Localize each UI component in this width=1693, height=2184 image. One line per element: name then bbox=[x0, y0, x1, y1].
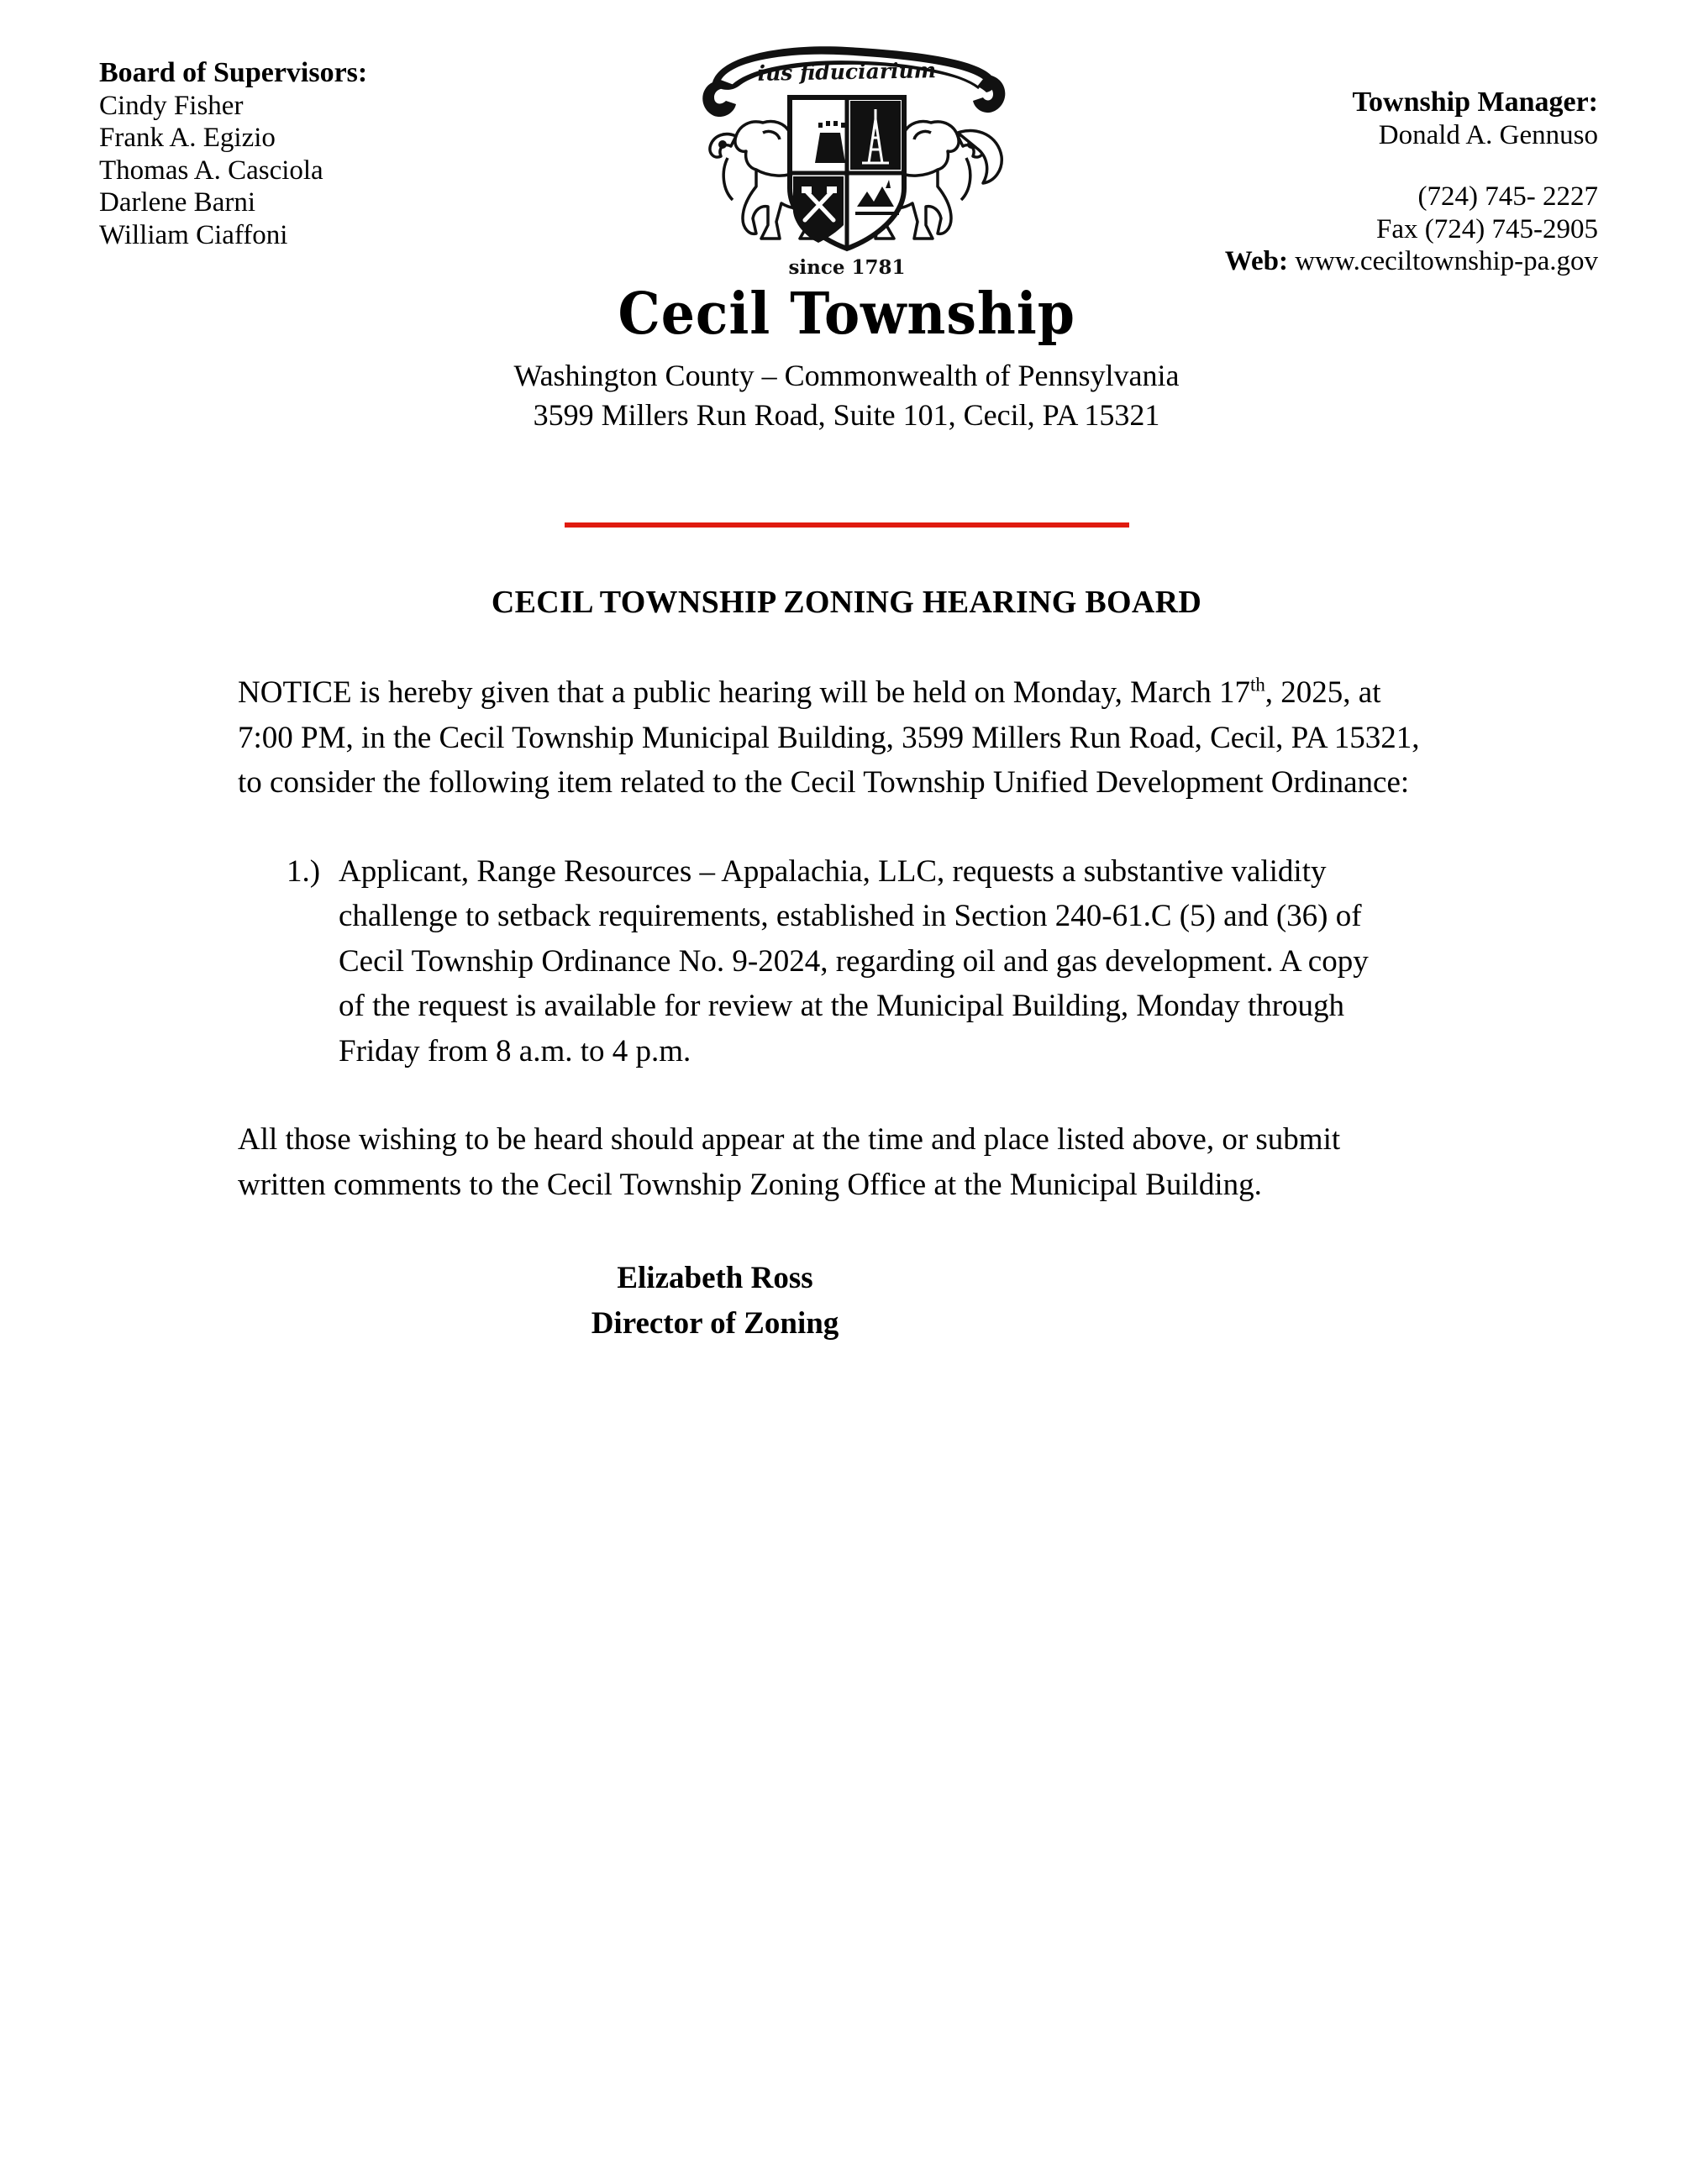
signer-title: Director of Zoning bbox=[591, 1305, 839, 1341]
contact-block bbox=[1225, 181, 1598, 278]
county-line: Washington County – Commonwealth of Pennsylvania bbox=[513, 359, 1180, 392]
red-divider-line bbox=[565, 522, 1129, 528]
phone-number: (724) 745- 2227 bbox=[1417, 181, 1598, 212]
notice-text-part1: NOTICE is hereby given that a public hearing will be held on Monday, March 17 bbox=[238, 675, 1250, 710]
list-item bbox=[287, 849, 1379, 1074]
township-name bbox=[0, 281, 1693, 347]
township-address-block bbox=[0, 356, 1693, 435]
supervisor-name: Darlene Barni bbox=[99, 187, 255, 218]
notice-text-part2: , 2025, at 7:00 PM, in the Cecil Township Municipal Building, 3599 Millers Run Road, Cecil, PA 15321, to consider the following item related to the Cecil Township Unified Development Ordinance: bbox=[238, 675, 1420, 800]
fax-number: Fax (724) 745-2905 bbox=[1376, 213, 1598, 244]
cecil-township-coat-of-arms-icon bbox=[662, 39, 1032, 282]
website-line bbox=[1225, 245, 1598, 278]
supervisor-name: Cindy Fisher bbox=[99, 90, 244, 121]
board-of-supervisors-block bbox=[99, 57, 367, 251]
township-manager-name: Donald A. Gennuso bbox=[1378, 119, 1598, 150]
website-label: Web: bbox=[1224, 246, 1288, 276]
divider bbox=[0, 522, 1693, 529]
notice-paragraph bbox=[238, 670, 1435, 806]
supervisor-name: Thomas A. Casciola bbox=[99, 155, 323, 186]
page-title: CECIL TOWNSHIP ZONING HEARING BOARD bbox=[491, 585, 1202, 620]
website-url: www.ceciltownship-pa.gov bbox=[1295, 246, 1598, 276]
township-manager-heading: Township Manager: bbox=[1352, 87, 1598, 118]
signature-block bbox=[261, 1256, 1169, 1346]
document-body bbox=[238, 670, 1435, 1346]
letterhead bbox=[0, 0, 1693, 454]
date-ordinal-suffix: th bbox=[1249, 674, 1265, 696]
svg-text:ius fiduciarium: ius fiduciarium bbox=[756, 58, 936, 86]
supervisor-name: Frank A. Egizio bbox=[99, 123, 276, 153]
closing-paragraph: All those wishing to be heard should appear at the time and place listed above, or submit written comments to the Cecil Township Zoning Office at the Municipal Building. bbox=[238, 1122, 1341, 1202]
township-manager-block bbox=[1352, 87, 1598, 151]
board-of-supervisors-heading: Board of Supervisors: bbox=[99, 57, 368, 88]
signer-name: Elizabeth Ross bbox=[617, 1261, 813, 1295]
svg-text:since 1781: since 1781 bbox=[787, 256, 906, 279]
supervisor-name: William Ciaffoni bbox=[99, 219, 288, 250]
list-item-text: Applicant, Range Resources – Appalachia, LLC, requests a substantive validity challenge to setback requirements, established in Section 240-61.C (5) and (36) of Cecil Township Ordinance No. 9-2024, regarding oil and gas development. A copy of the request is available for review at the Municipal Building, Monday through Friday from 8 a.m. to 4 p.m. bbox=[339, 853, 1369, 1068]
list-item-marker: 1.) bbox=[287, 853, 321, 889]
township-name-text: Cecil Township bbox=[618, 281, 1075, 348]
street-address-line: 3599 Millers Run Road, Suite 101, Cecil, PA 15321 bbox=[533, 398, 1160, 432]
